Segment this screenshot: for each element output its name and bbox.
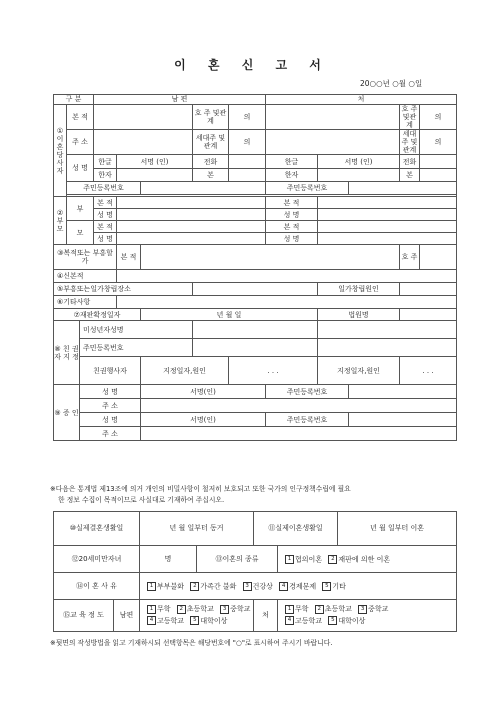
header-husband: 남 편 xyxy=(94,95,266,105)
edu-h-opt-2: 초등학교 xyxy=(186,605,214,614)
custody-minor-label: 미성년자성명 xyxy=(80,321,193,339)
mother-w-name-label: 성 명 xyxy=(266,233,318,245)
mother-h-reg-label: 본 적 xyxy=(94,221,117,233)
checkbox-2[interactable]: 2 xyxy=(328,555,337,564)
checkbox-1[interactable]: 1 xyxy=(285,605,294,614)
mother-h-reg-field[interactable] xyxy=(117,221,266,233)
edu-h-opt-1: 무학 xyxy=(157,605,171,614)
wife-rrn-field[interactable] xyxy=(349,182,457,195)
mother-h-name-label: 성 명 xyxy=(94,233,117,245)
checkbox-1[interactable]: 1 xyxy=(147,605,156,614)
row6-field[interactable] xyxy=(117,296,457,309)
stat-edu-husband-options[interactable] xyxy=(140,600,254,632)
row4-label: ④신본적 xyxy=(54,270,117,283)
custody-rrn-label: 주민등록번호 xyxy=(80,339,193,357)
row5b-label: 일가창립원인 xyxy=(318,283,400,296)
wife-bon-field[interactable] xyxy=(420,169,457,182)
checkbox-4[interactable]: 4 xyxy=(285,616,294,625)
wife-head-field[interactable]: 의 xyxy=(420,105,457,130)
stat-reason-label: ⑭이 혼 사 유 xyxy=(54,573,140,600)
husband-hh-field[interactable]: 의 xyxy=(229,130,266,155)
wife-rrn-label: 주민등록번호 xyxy=(266,182,349,195)
husband-head-field[interactable]: 의 xyxy=(229,105,266,130)
wife-name-sign[interactable]: 서명 (인) xyxy=(318,155,400,169)
witness2-rrn-field[interactable] xyxy=(349,413,457,427)
form-title: 이 혼 신 고 서 xyxy=(174,58,330,72)
husband-bon-field[interactable] xyxy=(229,169,266,182)
reason-opt-1: 부부불화 xyxy=(157,582,185,590)
mother-w-reg-label: 본 적 xyxy=(266,221,318,233)
checkbox-2[interactable]: 2 xyxy=(190,582,199,591)
form-date: 20○○년 ○월 ○일 xyxy=(360,79,423,88)
husband-head-label: 호 주 및관계 xyxy=(193,105,229,130)
mother-w-name-field[interactable] xyxy=(318,233,457,245)
father-w-name-label: 성 명 xyxy=(266,209,318,221)
row5-field[interactable] xyxy=(193,283,318,296)
stat-reason-options[interactable] xyxy=(140,573,457,600)
checkbox-5[interactable]: 5 xyxy=(190,616,199,625)
father-w-reg-label: 본 적 xyxy=(266,197,318,209)
checkbox-3[interactable]: 3 xyxy=(358,605,367,614)
witness1-rrn-field[interactable] xyxy=(349,385,457,399)
row7-court-field[interactable] xyxy=(400,309,457,321)
husband-reg-label: 본 적 xyxy=(67,105,94,130)
header-wife: 처 xyxy=(266,95,457,105)
custody-designate-h-label: 지정일자,원인 xyxy=(141,357,229,385)
wife-hangul-label: 한글 xyxy=(266,155,318,169)
witness1-addr-label: 주 소 xyxy=(80,399,141,413)
husband-bon-label: 본 xyxy=(193,169,229,182)
witness2-name-label: 성 명 xyxy=(80,413,141,427)
name-label: 성 명 xyxy=(67,155,94,182)
stat-edu-wife-label: 처 xyxy=(254,600,278,632)
row5-label: ⑤부흥또는일가창립장소 xyxy=(54,283,193,296)
husband-addr-field[interactable] xyxy=(94,130,193,155)
wife-reg-field[interactable] xyxy=(266,105,400,130)
edu-h-opt-3: 중학교 xyxy=(230,605,251,614)
instructions-notice: ※뒷면의 작성방법을 읽고 기재하시되 선택항목은 해당번호에 "○"로 표시하여 주시기 바랍니다. xyxy=(50,639,333,647)
stat-type-label: ⑬이혼의 종류 xyxy=(197,546,278,573)
checkbox-4[interactable]: 4 xyxy=(279,582,288,591)
mother-h-name-field[interactable] xyxy=(117,233,266,245)
parents-side-label: ② 부 모 xyxy=(54,197,67,245)
row5b-field[interactable] xyxy=(400,283,457,296)
stat-edu-husband-label: 남편 xyxy=(114,600,140,632)
statistics-notice-cont: 한 정보 수집이 목적이므로 사실대로 기재하여 주십시오. xyxy=(58,496,225,504)
custody-minor-h[interactable] xyxy=(193,321,318,339)
edu-w-opt-1: 무학 xyxy=(295,605,309,614)
row7-date[interactable]: 년 월 일 xyxy=(141,309,318,321)
father-label: 부 xyxy=(67,197,94,221)
witness2-addr-field[interactable] xyxy=(141,427,457,441)
husband-addr-label: 주 소 xyxy=(67,130,94,155)
stat-edu-wife-options[interactable] xyxy=(278,600,457,632)
husband-hangul-label: 한글 xyxy=(94,155,117,169)
wife-hh-field[interactable]: 의 xyxy=(420,130,457,155)
reason-opt-2: 가족간 불화 xyxy=(200,582,237,590)
row7-court-label: 법원명 xyxy=(318,309,400,321)
parties-side-label: ① 이 혼 당 사 자 xyxy=(54,105,67,197)
custody-designate-w-dots[interactable]: . . . xyxy=(400,357,457,385)
prev-label: ③복적또는 부흥할가 xyxy=(54,245,117,270)
wife-hanja-field[interactable] xyxy=(318,169,400,182)
wife-phone-field[interactable] xyxy=(420,155,457,169)
husband-phone-field[interactable] xyxy=(229,155,266,169)
reason-opt-3: 건강상 xyxy=(252,582,273,590)
custody-holder-label: 친권행사자 xyxy=(80,357,141,385)
witness2-sign[interactable]: 서명(인) xyxy=(141,413,266,427)
mother-w-reg-field[interactable] xyxy=(318,221,457,233)
statistics-table xyxy=(53,511,457,632)
row6-label: ⑥기타사항 xyxy=(54,296,117,309)
stat-marriage-value[interactable]: 년 월 일부터 동거 xyxy=(140,512,254,546)
stat-type-options[interactable] xyxy=(278,546,457,573)
checkbox-2[interactable]: 2 xyxy=(315,605,324,614)
custody-rrn-w[interactable] xyxy=(318,339,457,357)
checkbox-3[interactable]: 3 xyxy=(220,605,229,614)
reason-opt-4: 경제문제 xyxy=(289,582,317,590)
wife-hh-label: 세대주 및관계 xyxy=(400,130,420,155)
prev-reg-label: 본 적 xyxy=(117,245,141,270)
husband-reg-field[interactable] xyxy=(94,105,193,130)
prev-head-label: 호 주 xyxy=(400,245,420,270)
witness1-rrn-label: 주민등록번호 xyxy=(266,385,349,399)
type-opt-2: 재판에 의한 이혼 xyxy=(338,555,391,563)
husband-hanja-label: 한자 xyxy=(94,169,117,182)
wife-phone-label: 전화 xyxy=(400,155,420,169)
checkbox-1[interactable]: 1 xyxy=(285,555,294,564)
stat-edu-label: ⑮교 육 정 도 xyxy=(54,600,114,632)
edu-w-opt-3: 중학교 xyxy=(368,605,389,614)
custody-designate-h-dots[interactable]: . . . xyxy=(229,357,318,385)
husband-hh-label: 세대주 및관계 xyxy=(193,130,229,155)
father-h-reg-field[interactable] xyxy=(117,197,266,209)
checkbox-5[interactable]: 5 xyxy=(322,582,331,591)
witness2-addr-label: 주 소 xyxy=(80,427,141,441)
checkbox-3[interactable]: 3 xyxy=(243,582,252,591)
witness1-name-label: 성 명 xyxy=(80,385,141,399)
witness1-sign[interactable]: 서명(인) xyxy=(141,385,266,399)
custody-side-label: ⑧ 친 권 자 지 정 xyxy=(54,321,80,385)
edu-w-opt-5: 대학이상 xyxy=(338,616,366,625)
husband-rrn-field[interactable] xyxy=(141,182,266,195)
stat-children-value[interactable]: 명 xyxy=(140,546,197,573)
stat-divorce-value[interactable]: 년 월 일부터 이혼 xyxy=(338,512,457,546)
father-h-name-field[interactable] xyxy=(117,209,266,221)
main-form-table xyxy=(53,94,457,441)
stat-marriage-label: ⑩실제결혼생활일 xyxy=(54,512,140,546)
father-w-reg-field[interactable] xyxy=(318,197,457,209)
wife-addr-field[interactable] xyxy=(266,130,400,155)
custody-minor-w[interactable] xyxy=(318,321,457,339)
father-w-name-field[interactable] xyxy=(318,209,457,221)
custody-designate-w-label: 지정일자,원인 xyxy=(318,357,400,385)
husband-phone-label: 전화 xyxy=(193,155,229,169)
prev-reg-field[interactable] xyxy=(141,245,400,270)
checkbox-2[interactable]: 2 xyxy=(177,605,186,614)
row7-label: ⑦재판확정일자 xyxy=(54,309,141,321)
stat-children-label: ⑫20세미만자녀 xyxy=(54,546,140,573)
witness1-addr-field[interactable] xyxy=(141,399,457,413)
husband-name-sign[interactable]: 서명 (인) xyxy=(117,155,193,169)
witness-side-label: ⑨ 증 인 xyxy=(54,385,80,441)
husband-hanja-field[interactable] xyxy=(117,169,193,182)
edu-w-opt-2: 초등학교 xyxy=(324,605,352,614)
edu-h-opt-4: 고등학교 xyxy=(157,616,185,625)
type-opt-1: 협의이혼 xyxy=(295,555,323,563)
statistics-notice: ※다음은 통계법 제13조에 의거 개인의 비밀사항이 철저히 보호되고 또한 국가의 인구정책수립에 필요 xyxy=(50,485,351,493)
father-h-reg-label: 본 적 xyxy=(94,197,117,209)
husband-rrn-label: 주민등록번호 xyxy=(67,182,141,195)
custody-rrn-h[interactable] xyxy=(193,339,318,357)
checkbox-5[interactable]: 5 xyxy=(328,616,337,625)
edu-h-opt-5: 대학이상 xyxy=(200,616,228,625)
stat-divorce-label: ⑪실제이혼생활일 xyxy=(254,512,338,546)
wife-head-label: 호 주 및관계 xyxy=(400,105,420,130)
father-h-name-label: 성 명 xyxy=(94,209,117,221)
prev-head-field[interactable] xyxy=(420,245,457,270)
mother-label: 모 xyxy=(67,221,94,245)
witness2-rrn-label: 주민등록번호 xyxy=(266,413,349,427)
checkbox-4[interactable]: 4 xyxy=(147,616,156,625)
wife-bon-label: 본 xyxy=(400,169,420,182)
row4-field[interactable] xyxy=(117,270,457,283)
edu-w-opt-4: 고등학교 xyxy=(295,616,323,625)
checkbox-1[interactable]: 1 xyxy=(147,582,156,591)
header-section: 구 분 xyxy=(54,95,94,105)
wife-hanja-label: 한자 xyxy=(266,169,318,182)
reason-opt-5: 기타 xyxy=(332,582,346,590)
